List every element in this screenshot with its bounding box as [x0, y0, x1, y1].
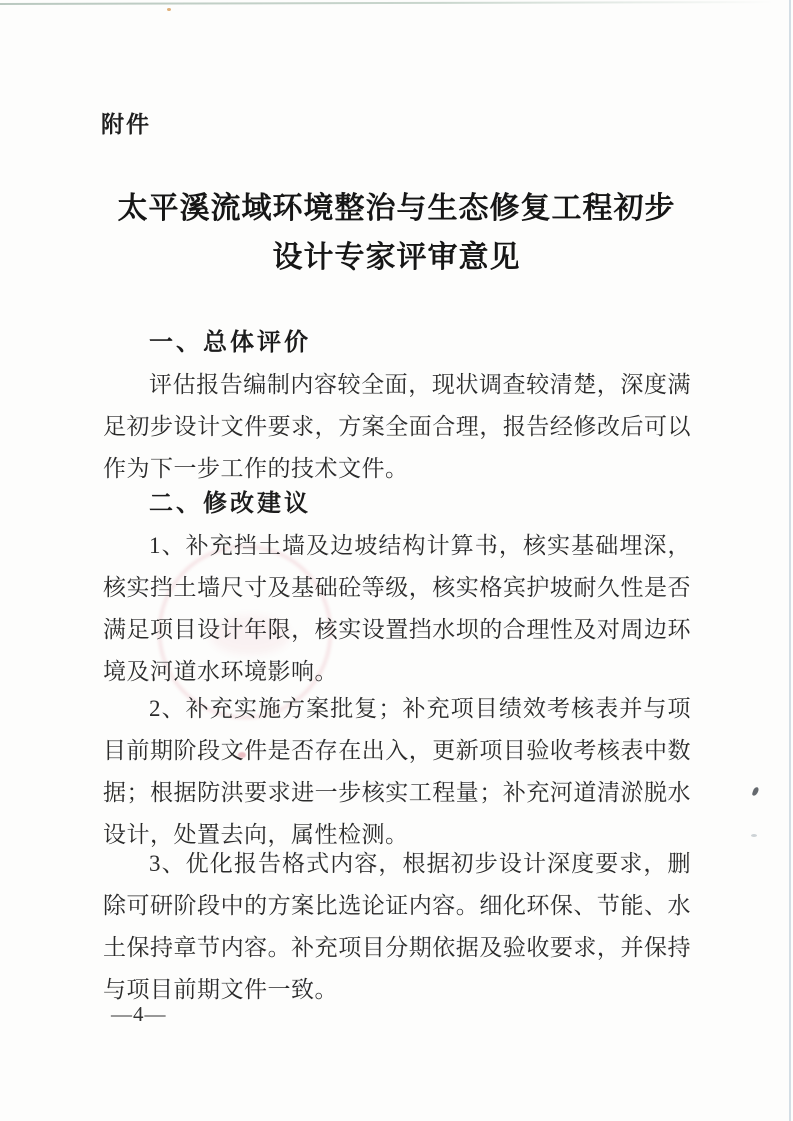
attachment-label: 附件 — [101, 111, 151, 137]
page-number: —4— — [111, 1002, 167, 1026]
suggestion-item-3: 3、优化报告格式内容，根据初步设计深度要求，删除可研阶段中的方案比选论证内容。细化环保、节能、水土保持章节内容。补充项目分期依据及验收要求，并保持与项目前期文件一致。 — [103, 851, 691, 1002]
title-line-1: 太平溪流域环境整治与生态修复工程初步 — [117, 192, 676, 225]
suggestion-item-2: 2、补充实施方案批复；补充项目绩效考核表并与项目前期阶段文件是否存在出入，更新项目验收考核表中数据；根据防洪要求进一步核实工程量；补充河道清淤脱水设计，处置去向，属性检测。 — [103, 696, 691, 847]
ink-speck — [167, 8, 171, 11]
overall-evaluation-paragraph: 评估报告编制内容较全面，现状调查较清楚，深度满足初步设计文件要求，方案全面合理，报告经修改后可以作为下一步工作的技术文件。 — [103, 372, 691, 481]
suggestion-item-1: 1、补充挡土墙及边坡结构计算书，核实基础埋深，核实挡土墙尺寸及基础砼等级，核实格宾护坡耐久性是否满足项目设计年限，核实设置挡水坝的合理性及对周边环境及河道水环境影响。 — [103, 533, 691, 684]
faint-speck — [751, 834, 757, 837]
document-title — [0, 184, 793, 282]
scan-top-edge — [0, 1, 793, 5]
title-line-2: 设计专家评审意见 — [272, 241, 521, 274]
scan-right-edge — [789, 0, 791, 1121]
section-heading-revision-suggestions: 二、修改建议 — [149, 490, 311, 517]
comma-speck — [752, 786, 760, 796]
section-heading-overall-evaluation: 一、总体评价 — [149, 329, 311, 356]
